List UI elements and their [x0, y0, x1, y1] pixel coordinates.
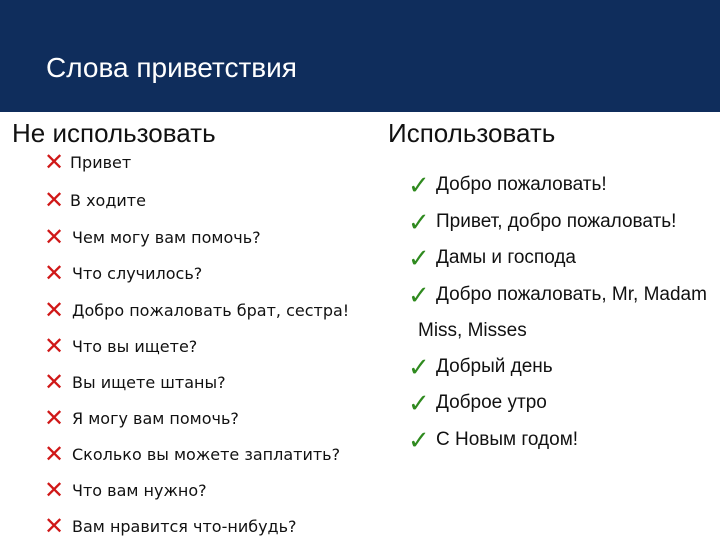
list-item: ✕ Вам нравится что-нибудь? [44, 512, 297, 540]
cross-icon: ✕ [44, 440, 65, 468]
list-item: ✓ Добрый день [408, 352, 553, 382]
cross-icon: ✕ [44, 186, 65, 214]
list-item: ✓ Добро пожаловать! [408, 170, 607, 200]
list-item: ✕ Сколько вы можете заплатить? [44, 440, 341, 468]
list-item: ✓ Дамы и господа [408, 243, 576, 273]
list-item: ✕ Привет [44, 148, 132, 176]
title-banner [0, 0, 720, 112]
cross-icon: ✕ [44, 332, 65, 360]
cross-icon: ✕ [44, 259, 65, 287]
list-item: ✕ Я могу вам помочь? [44, 404, 239, 432]
list-item: ✕ Что случилось? [44, 259, 203, 287]
list-item: ✕ Чем могу вам помочь? [44, 223, 261, 251]
checkmark-icon: ✓ [408, 388, 430, 418]
cross-icon: ✕ [44, 296, 65, 324]
checkmark-icon: ✓ [408, 243, 430, 273]
checkmark-icon: ✓ [408, 280, 430, 310]
cross-icon: ✕ [44, 512, 65, 540]
list-item: ✓ Добро пожаловать, Mr, Madam [408, 280, 707, 310]
list-item: ✓ С Новым годом! [408, 425, 579, 455]
cross-icon: ✕ [44, 368, 65, 396]
list-item: ✕ В ходите [44, 186, 146, 214]
checkmark-icon: ✓ [408, 352, 430, 382]
list-item: ✓ Доброе утро [408, 388, 547, 418]
list-item-continuation: Miss, Misses [418, 320, 527, 341]
use-heading: Использовать [388, 118, 556, 148]
cross-icon: ✕ [44, 476, 65, 504]
list-item: ✕ Что вам нужно? [44, 476, 207, 504]
checkmark-icon: ✓ [408, 425, 430, 455]
dont-use-heading: Не использовать [12, 118, 216, 148]
cross-icon: ✕ [44, 404, 65, 432]
checkmark-icon: ✓ [408, 170, 430, 200]
cross-icon: ✕ [44, 223, 65, 251]
checkmark-icon: ✓ [408, 207, 430, 237]
list-item: ✕ Добро пожаловать брат, сестра! [44, 296, 350, 324]
list-item: ✕ Вы ищете штаны? [44, 368, 226, 396]
list-item: ✕ Что вы ищете? [44, 332, 198, 360]
slide-title: Слова приветствия [46, 52, 297, 83]
cross-icon: ✕ [44, 148, 65, 176]
list-item: ✓ Привет, добро пожаловать! [408, 207, 677, 237]
